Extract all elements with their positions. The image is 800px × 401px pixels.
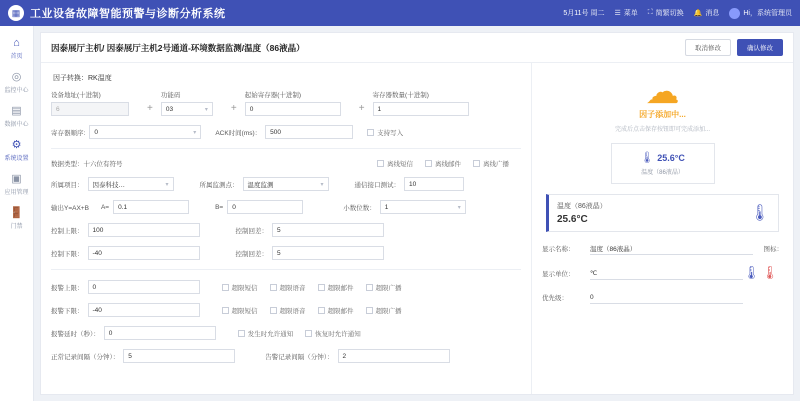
display-name-row: [542, 242, 783, 255]
project-value: 因泰科技…: [92, 181, 125, 189]
decimal-select[interactable]: [380, 200, 466, 214]
topbar-right-group: [563, 8, 792, 19]
offline-sms-label: 离线短信: [387, 161, 413, 168]
chart-logo-icon: ▦: [8, 5, 24, 21]
preview-pane: [531, 63, 793, 394]
display-name-label: 显示名称：: [542, 246, 575, 253]
sidebar-item-monitor[interactable]: [0, 66, 33, 100]
sensor-card-value: 25.6°C: [557, 214, 588, 225]
a-input[interactable]: 0.1: [113, 200, 189, 214]
alarm-lower-sms-label: 超限短信: [231, 307, 258, 315]
fullscreen-icon: ⛶: [647, 9, 653, 16]
ack-time-label: ACK时间(ms)：: [215, 129, 262, 137]
checkbox-icon-sms: [377, 160, 384, 167]
start-register-group: [245, 90, 341, 116]
form-row-alarm-lower: [51, 303, 521, 317]
main-content: [34, 26, 800, 401]
function-code-label: 功能码: [160, 92, 181, 99]
notify-on-occur-label: 发生时允许通知: [247, 330, 294, 338]
sidebar-item-monitor-label: 监控中心: [4, 88, 29, 94]
decimal-label: 小数位数：: [343, 204, 376, 212]
priority-label: 优先级：: [542, 295, 568, 302]
checkbox-icon-al-voice: [270, 307, 277, 314]
offline-mail-label: 离线邮件: [435, 161, 461, 168]
comm-test-input[interactable]: 10: [404, 177, 464, 191]
checkbox-icon-al-mail: [318, 307, 325, 314]
sidebar-item-apps-label: 应用管理: [4, 190, 29, 196]
upload-status: [542, 71, 783, 133]
sensor-card: [546, 194, 779, 232]
chevron-down-icon-5: ▾: [457, 204, 461, 211]
monitor-point-value: 温度监测: [247, 181, 274, 189]
priority-input[interactable]: 0: [590, 291, 743, 304]
alarm-upper-broadcast-label: 超限广播: [375, 284, 402, 292]
current-date: 5月11号 周二: [563, 10, 605, 17]
sidebar-item-home-label: 首页: [10, 54, 23, 60]
decimal-value: 1: [384, 203, 389, 211]
plus-icon-3: +: [358, 103, 365, 114]
divider-1: [51, 148, 521, 149]
checkbox-icon-broadcast: [473, 160, 480, 167]
section-title: 因子转换：RK温度: [53, 75, 112, 82]
sidebar: [0, 26, 34, 401]
icon-label: 图标：: [763, 246, 783, 253]
unit-label: 显示单位：: [542, 270, 575, 278]
topbar-item-1-label: 简繁切换: [655, 10, 684, 17]
alarm-upper-label: 报警上限：: [51, 284, 84, 292]
device-address-group: [51, 90, 129, 116]
upload-title: 因子添加中...: [639, 110, 686, 119]
checkbox-icon: [367, 129, 374, 136]
project-label: 所属项目：: [51, 181, 84, 189]
alarm-lower-voice-label: 超限语音: [279, 307, 306, 315]
formula-label: 输出Y=AX+B: [51, 204, 89, 212]
thermometer-icon-card: 🌡: [749, 205, 770, 222]
offline-mail-checkbox[interactable]: [425, 159, 461, 168]
settings-form: [41, 63, 531, 394]
plus-icon-2: +: [230, 103, 237, 114]
sensor-preview-box: [611, 143, 715, 184]
app-icon: ▣: [11, 173, 22, 185]
topbar-item-0[interactable]: [614, 8, 637, 18]
sensor-card-name: 温度（86液晶）: [557, 203, 607, 210]
checkbox-icon-recover: [305, 330, 312, 337]
register-count-input[interactable]: 1: [373, 102, 469, 116]
register-count-group: [373, 90, 469, 116]
preview-value: 25.6°C: [657, 153, 685, 163]
app-title: 工业设备故障智能预警与诊断分析系统: [30, 8, 226, 20]
thermometer-icon: 🌡 25.6°C: [640, 152, 685, 164]
normal-interval-label: 正常记录间隔（分钟）：: [51, 353, 120, 361]
alarm-interval-input[interactable]: 2: [338, 349, 450, 363]
register-order-label: 寄存器顺序:: [51, 129, 86, 137]
notify-on-recover-checkbox[interactable]: [305, 329, 361, 338]
chevron-down-icon-3: ▾: [165, 181, 169, 188]
door-icon: 🚪: [9, 207, 24, 219]
normal-interval-input[interactable]: 5: [123, 349, 235, 363]
sidebar-item-door-label: 门禁: [10, 224, 23, 230]
form-row-registers: [51, 90, 521, 116]
form-row-project: [51, 177, 521, 191]
chevron-down-icon-4: ▾: [320, 181, 324, 188]
checkbox-icon-al-sms: [222, 307, 229, 314]
unit-input[interactable]: ℃: [590, 267, 743, 280]
support-write-label: 支持写入: [377, 129, 404, 137]
control-upper-input[interactable]: 100: [88, 223, 200, 237]
checkbox-icon-au-voice: [270, 284, 277, 291]
device-address-label: 设备地址(十进制): [51, 92, 101, 99]
checkbox-icon-au-sms: [222, 284, 229, 291]
form-row-record: [51, 349, 521, 363]
function-code-value: 03: [165, 105, 174, 113]
form-row-alarm-delay: [51, 326, 521, 340]
card-body: [41, 63, 793, 394]
alarm-upper-input[interactable]: 0: [88, 280, 200, 294]
alarm-upper-mail-checkbox[interactable]: [318, 283, 354, 292]
alarm-interval-label: 告警记录间隔（分钟）：: [265, 353, 334, 361]
bell-icon: 🔔: [693, 10, 703, 17]
database-icon: ▤: [11, 105, 22, 117]
alarm-lower-voice-checkbox[interactable]: [270, 306, 306, 315]
divider-2: [51, 269, 521, 270]
register-order-select[interactable]: [89, 125, 201, 139]
function-code-select[interactable]: [161, 102, 213, 116]
cancel-button[interactable]: 取消修改: [685, 39, 731, 56]
notify-on-recover-label: 恢复时允许通知: [315, 330, 361, 338]
sidebar-item-home[interactable]: [0, 32, 33, 66]
topbar-item-0-label: 菜单: [623, 10, 638, 17]
monitor-icon: ◎: [11, 71, 22, 83]
checkbox-icon-mail: [425, 160, 432, 167]
control-upper-hyst-input[interactable]: 5: [272, 223, 384, 237]
alarm-lower-input[interactable]: -40: [88, 303, 200, 317]
unit-row: [542, 265, 783, 281]
control-upper-hyst-label: 控制回差：: [235, 227, 268, 235]
sidebar-item-settings-label: 系统设置: [4, 156, 29, 162]
b-label: B=: [215, 203, 224, 211]
support-write-checkbox[interactable]: [367, 128, 403, 137]
comm-test-label: 通信接口测试：: [354, 181, 400, 189]
b-input[interactable]: 0: [227, 200, 303, 214]
header-buttons: [685, 39, 783, 56]
form-row-formula: [51, 200, 521, 214]
thermometer-red-icon[interactable]: 🌡: [761, 265, 778, 280]
upload-subtitle: 完成后点击保存按钮即可完成添加...: [614, 127, 710, 133]
gear-icon: ⚙: [11, 139, 22, 151]
sidebar-item-data-label: 数据中心: [4, 122, 29, 128]
checkbox-icon-al-bc: [366, 307, 373, 314]
sidebar-item-door[interactable]: [0, 202, 33, 236]
topbar-item-3-label: Hi，系统管理员: [743, 10, 792, 17]
alarm-upper-sms-label: 超限短信: [231, 284, 258, 292]
control-upper-label: 控制上限：: [51, 227, 84, 235]
topbar-item-3[interactable]: [729, 8, 792, 19]
form-row-datatype: [51, 159, 521, 168]
checkbox-icon-au-bc: [366, 284, 373, 291]
sidebar-item-settings[interactable]: [0, 134, 33, 168]
control-lower-hyst-input[interactable]: 5: [272, 246, 384, 260]
device-address-input[interactable]: 6: [51, 102, 129, 116]
menu-icon: ☰: [614, 10, 621, 17]
control-lower-label: 控制下限：: [51, 250, 84, 258]
alarm-lower-mail-label: 超限邮件: [327, 307, 354, 315]
alarm-lower-mail-checkbox[interactable]: [318, 306, 354, 315]
monitor-point-label: 所属监测点：: [199, 181, 239, 189]
thermometer-blue-icon[interactable]: 🌡: [743, 265, 760, 280]
alarm-lower-broadcast-checkbox[interactable]: [366, 306, 402, 315]
form-row-control-lower: [51, 246, 521, 260]
notify-on-occur-checkbox[interactable]: [238, 329, 294, 338]
topbar-item-2[interactable]: [694, 8, 720, 18]
priority-row: [542, 291, 783, 304]
sidebar-item-apps[interactable]: [0, 168, 33, 202]
offline-broadcast-checkbox[interactable]: [473, 159, 509, 168]
sensor-card-text: [557, 201, 607, 225]
project-select[interactable]: [88, 177, 174, 191]
alarm-lower-broadcast-label: 超限广播: [375, 307, 402, 315]
icon-picker: [743, 265, 783, 281]
function-code-group: [161, 90, 213, 116]
checkbox-icon-occur: [238, 330, 245, 337]
display-name-input[interactable]: 温度（86液晶）: [590, 242, 753, 255]
control-lower-input[interactable]: -40: [88, 246, 200, 260]
sidebar-item-data[interactable]: [0, 100, 33, 134]
alarm-upper-voice-checkbox[interactable]: [270, 283, 306, 292]
offline-sms-checkbox[interactable]: [377, 159, 413, 168]
offline-broadcast-label: 离线广播: [483, 161, 509, 168]
avatar: [729, 8, 740, 19]
chevron-down-icon-2: ▾: [193, 129, 197, 136]
alarm-upper-mail-label: 超限邮件: [327, 284, 354, 292]
chevron-down-icon: ▾: [204, 106, 208, 113]
alarm-delay-input[interactable]: 0: [104, 326, 216, 340]
form-row-control-upper: [51, 223, 521, 237]
alarm-lower-label: 报警下限：: [51, 307, 84, 315]
topbar-item-2-label: 消息: [705, 10, 720, 17]
plus-icon-1: +: [147, 103, 153, 114]
confirm-button[interactable]: 确认修改: [737, 39, 783, 56]
start-register-label: 起始寄存器(十进制): [244, 92, 302, 99]
cloud-upload-icon: ☁: [645, 73, 680, 111]
home-icon: ⌂: [13, 37, 20, 49]
alarm-upper-sms-checkbox[interactable]: [222, 283, 258, 292]
breadcrumb: 因泰展厅主机/ 因泰展厅主机2号通道-环境数据监测/温度（86液晶）: [51, 42, 305, 53]
checkbox-icon-au-mail: [318, 284, 325, 291]
register-count-label: 寄存器数量(十进制): [372, 92, 429, 99]
a-label: A=: [100, 203, 110, 211]
preview-caption: 温度（86液晶）: [641, 170, 684, 176]
datatype-label: 数据类型：十六位有符号: [51, 161, 123, 168]
form-row-order: [51, 125, 521, 139]
form-row-alarm-upper: [51, 280, 521, 294]
alarm-upper-voice-label: 超限语音: [279, 284, 306, 292]
alarm-upper-broadcast-checkbox[interactable]: [366, 283, 402, 292]
ack-time-input[interactable]: 500: [265, 125, 353, 139]
form-card: [40, 32, 794, 395]
alarm-delay-label: 报警延时（秒）：: [51, 330, 100, 338]
alarm-lower-sms-checkbox[interactable]: [222, 306, 258, 315]
register-order-value: 0: [94, 128, 98, 136]
top-bar: [0, 0, 800, 26]
topbar-item-1[interactable]: [648, 8, 684, 18]
start-register-input[interactable]: 0: [245, 102, 341, 116]
control-lower-hyst-label: 控制回差：: [235, 250, 268, 258]
monitor-point-select[interactable]: [243, 177, 329, 191]
card-header: [41, 33, 793, 63]
